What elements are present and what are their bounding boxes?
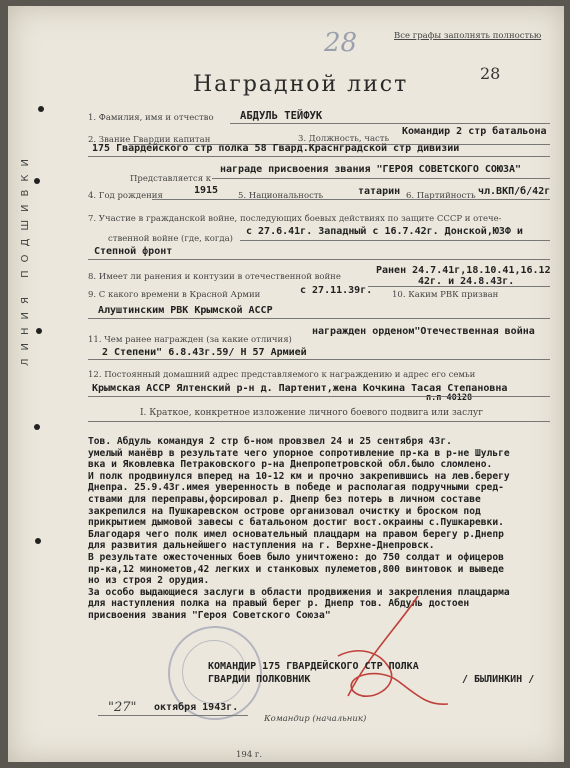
footer-year: 194 г.: [236, 750, 263, 760]
narrative-line: закрепился на Пушкаревском острове организовал очистку и броском под: [88, 505, 481, 517]
field-label-name: 1. Фамилия, имя и отчество: [88, 113, 214, 123]
narrative-line: присвоения звания "Героя Советского Союза": [88, 609, 331, 621]
field-label-army-since: 9. С какого времени в Красной Армии: [88, 290, 261, 300]
commander-name: / БЫЛИНКИН /: [462, 674, 535, 685]
handwritten-number: 28: [324, 28, 358, 58]
field-label-rvk: 10. Каким РВК призван: [392, 290, 499, 300]
field-value-party: чл.ВКП/б/42г: [478, 186, 551, 197]
signature: [308, 586, 468, 726]
punch-hole: [36, 328, 42, 334]
narrative-line: но из строя 2 орудия.: [88, 575, 210, 587]
page-title: Наградной лист: [193, 72, 409, 97]
narrative-line: В результате ожесточенных боев было уничтожено: до 750 солдат и офицеров: [88, 551, 504, 563]
field-label-wounds: 8. Имеет ли ранения и контузии в отечественной войне: [88, 272, 341, 282]
commander-title: КОМАНДИР 175 ГВАРДЕЙСКОГО СТР ПОЛКА: [208, 661, 419, 672]
date-month-year: октября 1943г.: [154, 702, 239, 713]
commander-rank: ГВАРДИИ ПОЛКОВНИК: [208, 674, 311, 685]
narrative-line: За особо выдающиеся заслуги в области продвижения и закрепления плацдарма: [88, 586, 510, 598]
field-value-wounds: Ранен 24.7.41г,18.10.41,16.12: [376, 265, 551, 276]
field-value-position: Командир 2 стр батальона: [402, 126, 547, 137]
narrative-line: умелый манёвр в результате чего упорное сопротивление пр-ка в р-не Шульге: [88, 447, 510, 459]
field-value-war-participation: с 27.6.41г. Западный с 16.7.42г. Донской,ЮЗФ и: [246, 226, 523, 237]
field-label-previous-awards: 11. Чем ранее награжден (за какие отличия): [88, 335, 292, 345]
punch-hole: [38, 106, 44, 112]
narrative-line: ствами для переправы,форсировал р. Днепр без потерь в личном составе: [88, 493, 481, 505]
section-heading: I. Краткое, конкретное изложение личного боевого подвига или заслуг: [140, 408, 483, 418]
narrative-line: для наступления полка на правый берег р. Днепр тов. Абдуль достоен: [88, 598, 470, 610]
award-sheet: [8, 6, 564, 762]
margin-vertical-text: ЛИНИЯ ПОДШИВКИ: [20, 151, 31, 366]
field-value-war-participation-2: Степной фронт: [94, 246, 173, 257]
field-value-address: Крымская АССР Ялтенский р-н д. Партенит,жена Кочкина Тасая Степановна: [92, 383, 508, 394]
field-value-previous-awards-2: 2 Степени" 6.8.43г.59/ Н 57 Армией: [102, 347, 307, 358]
narrative-line: И полк продвинулся вперед на 10-12 км и прочно закрепившись на лев.берегу: [88, 470, 510, 482]
field-label-nationality: 5. Национальность: [238, 191, 324, 201]
field-value-represented: награде присвоения звания "ГЕРОЯ СОВЕТСКОГО СОЮЗА": [220, 164, 522, 175]
field-label-rank: 2. Звание Гвардии капитан: [88, 135, 211, 145]
commander-caption: Командир (начальник): [264, 714, 367, 724]
field-value-nationality: татарин: [358, 186, 401, 197]
field-value-address-2: п.п 40128: [426, 393, 473, 403]
narrative-line: Днепра. 25.9.43г.имея уверенность в победе и располагая подручными сред-: [88, 482, 504, 494]
field-value-unit: 175 Гвардейского стр полка 58 Гвард.Краснградской стр дивизии: [92, 143, 460, 154]
date-day: "27": [108, 700, 137, 715]
narrative-line: Тов. Абдуль командуя 2 стр б-ном провзвел 24 и 25 сентября 43г.: [88, 436, 452, 447]
header-note: Все графы заполнять полностью: [394, 31, 542, 41]
field-label-address: 12. Постоянный домашний адрес представляемого к награждению и адрес его семьи: [88, 370, 476, 380]
narrative-line: для развития дальнейшего наступления на г. Верхне-Днепровск.: [88, 540, 435, 552]
punch-hole: [34, 178, 40, 184]
narrative-line: Благодаря чего полк имел основательный плацдарм на правом берегу р.Днепр: [88, 528, 504, 540]
punch-hole: [34, 424, 40, 430]
narrative-line: пр-ка,12 минометов,42 легких и станковых пулеметов,800 винтовок и выведе: [88, 563, 504, 575]
field-label-war-participation: 7. Участие в гражданской войне, последующих боевых действиях по защите СССР и отече-: [88, 214, 502, 224]
field-label-party: 6. Партийность: [406, 191, 476, 201]
punch-hole: [35, 538, 41, 544]
field-value-birth-year: 1915: [194, 185, 219, 196]
field-value-previous-awards: награжден орденом"Отечественная война: [312, 326, 535, 337]
field-label-birth-year: 4. Год рождения: [88, 191, 163, 201]
field-value-name: АБДУЛЬ ТЕЙФУК: [240, 110, 323, 122]
field-value-rvk: Алуштинским РВК Крымской АССР: [98, 305, 273, 316]
field-label-represented: Представляется к: [130, 174, 212, 184]
page-number: 28: [480, 64, 501, 83]
field-label-position: 3. Должность, часть: [298, 134, 390, 144]
field-value-army-since: с 27.11.39г.: [300, 285, 373, 296]
narrative-line: вка и Яковлевка Петраковского р-на Днепропетровской обл.было сломлено.: [88, 459, 493, 471]
field-value-wounds-2: 42г. и 24.8.43г.: [418, 276, 515, 287]
narrative-line: прикрытием дымовой завесы с батальоном достиг вост.окраины с.Пушкаревки.: [88, 517, 504, 529]
field-label-war-participation-2: ственной войне (где, когда): [108, 234, 233, 244]
